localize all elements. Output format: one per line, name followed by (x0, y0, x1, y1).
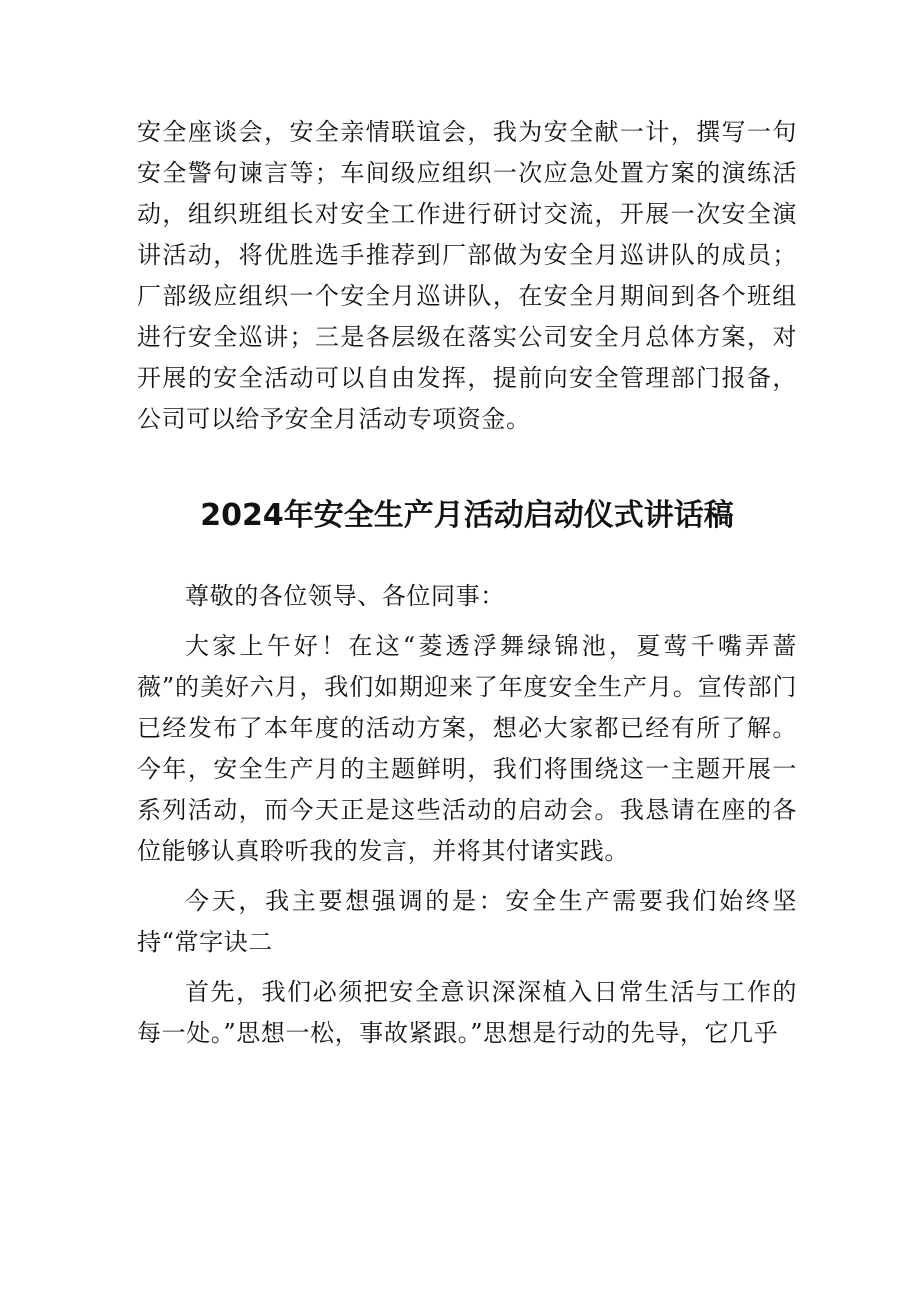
salutation: 尊敬的各位领导、各位同事： (185, 582, 505, 610)
spacer (137, 872, 797, 881)
document-body (137, 112, 797, 1054)
body-paragraph-3: 首先，我们必须把安全意识深深植入日常生活与工作的每一处。”思想一松，事故紧跟。”思想是行动的先导，它几乎 (137, 978, 797, 1047)
body-paragraph-1: 大家上午好！在这“菱透浮舞绿锦池，夏莺千嘴弄蔷薇”的美好六月，我们如期迎来了年度安全生产月。宣传部门已经发布了本年度的活动方案，想必大家都已经有所了解。今年，安全生产月的主题鲜明，我们将围绕这一主题开展一系列活动，而今天正是这些活动的启动会。我恳请在座的各位能够认真聆听我的发言，并将其付诸实践。 (137, 632, 797, 865)
spacer (137, 440, 797, 496)
spacer (137, 617, 797, 626)
spacer (137, 536, 797, 576)
spacer (137, 963, 797, 972)
body-paragraph-2: 今天，我主要想强调的是：安全生产需要我们始终坚持“常字诀二 (137, 887, 797, 956)
carryover-paragraph: 安全座谈会，安全亲情联谊会，我为安全献一计，撰写一句安全警句谏言等；车间级应组织一次应急处置方案的演练活动，组织班组长对安全工作进行研讨交流，开展一次安全演讲活动，将优胜选手推荐到厂部做为安全月巡讲队的成员；厂部级应组织一个安全月巡讲队，在安全月期间到各个班组进行安全巡讲；三是各层级在落实公司安全月总体方案，对开展的安全活动可以自由发挥，提前向安全管理部门报备，公司可以给予安全月活动专项资金。 (137, 118, 797, 433)
document-title: 2024年安全生产月活动启动仪式讲话稿 (200, 498, 734, 533)
